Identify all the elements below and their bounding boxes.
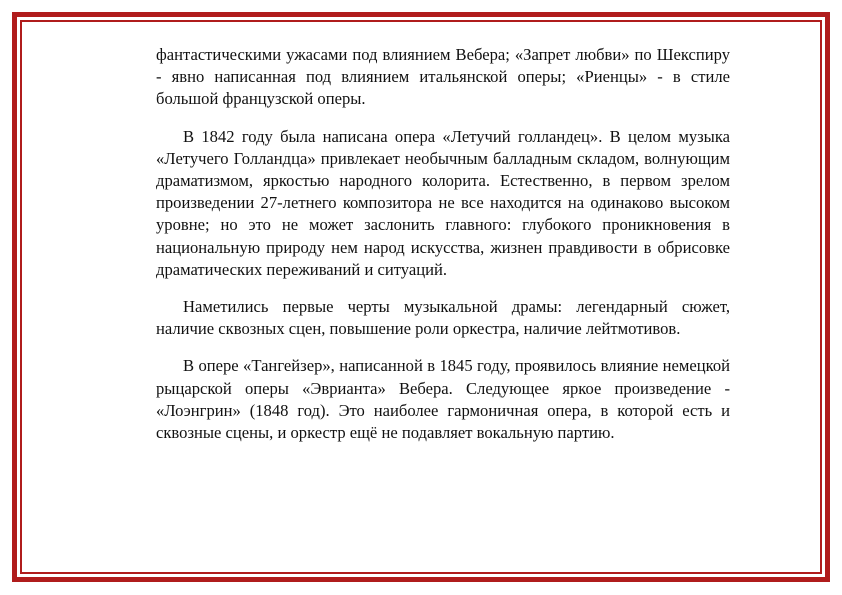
paragraph-flying-dutchman: В 1842 году была написана опера «Летучий голландец». В целом музыка «Летучего Голландца» привлекает необычным балладным складом, волнующим драматизмом, яркостью народного колорита. Естественно, в первом зрелом произведении 27-летнего композитора не все находится на одинаково высоком уровне; но это не может заслонить главного: глубокого проникновения в национальную природу нем народ искусства, жизнен правдивости в обрисовке драматических переживаний и ситуаций. xyxy=(156,126,730,279)
paragraph-tannhauser-lohengrin: В опере «Тангейзер», написанной в 1845 году, проявилось влияние немецкой рыцарской оперы «Эврианта» Вебера. Следующее яркое произведение - «Лоэнгрин» (1848 год). Это наиболее гармоничная опера, в которой есть и сквозные сцены, и оркестр ещё не подавляет вокальную партию. xyxy=(156,356,730,443)
paragraph-music-drama-features: Наметились первые черты музыкальной драмы: легендарный сюжет, наличие сквозных сцен, повышение роли оркестра, наличие лейтмотивов. xyxy=(156,297,730,339)
paragraph-continuation: фантастическими ужасами под влиянием Вебера; «Запрет любви» по Шекспиру - явно написанная под влиянием итальянской оперы; «Риенцы» - в стиле большой французской оперы. xyxy=(156,45,730,109)
document-body xyxy=(156,44,730,459)
